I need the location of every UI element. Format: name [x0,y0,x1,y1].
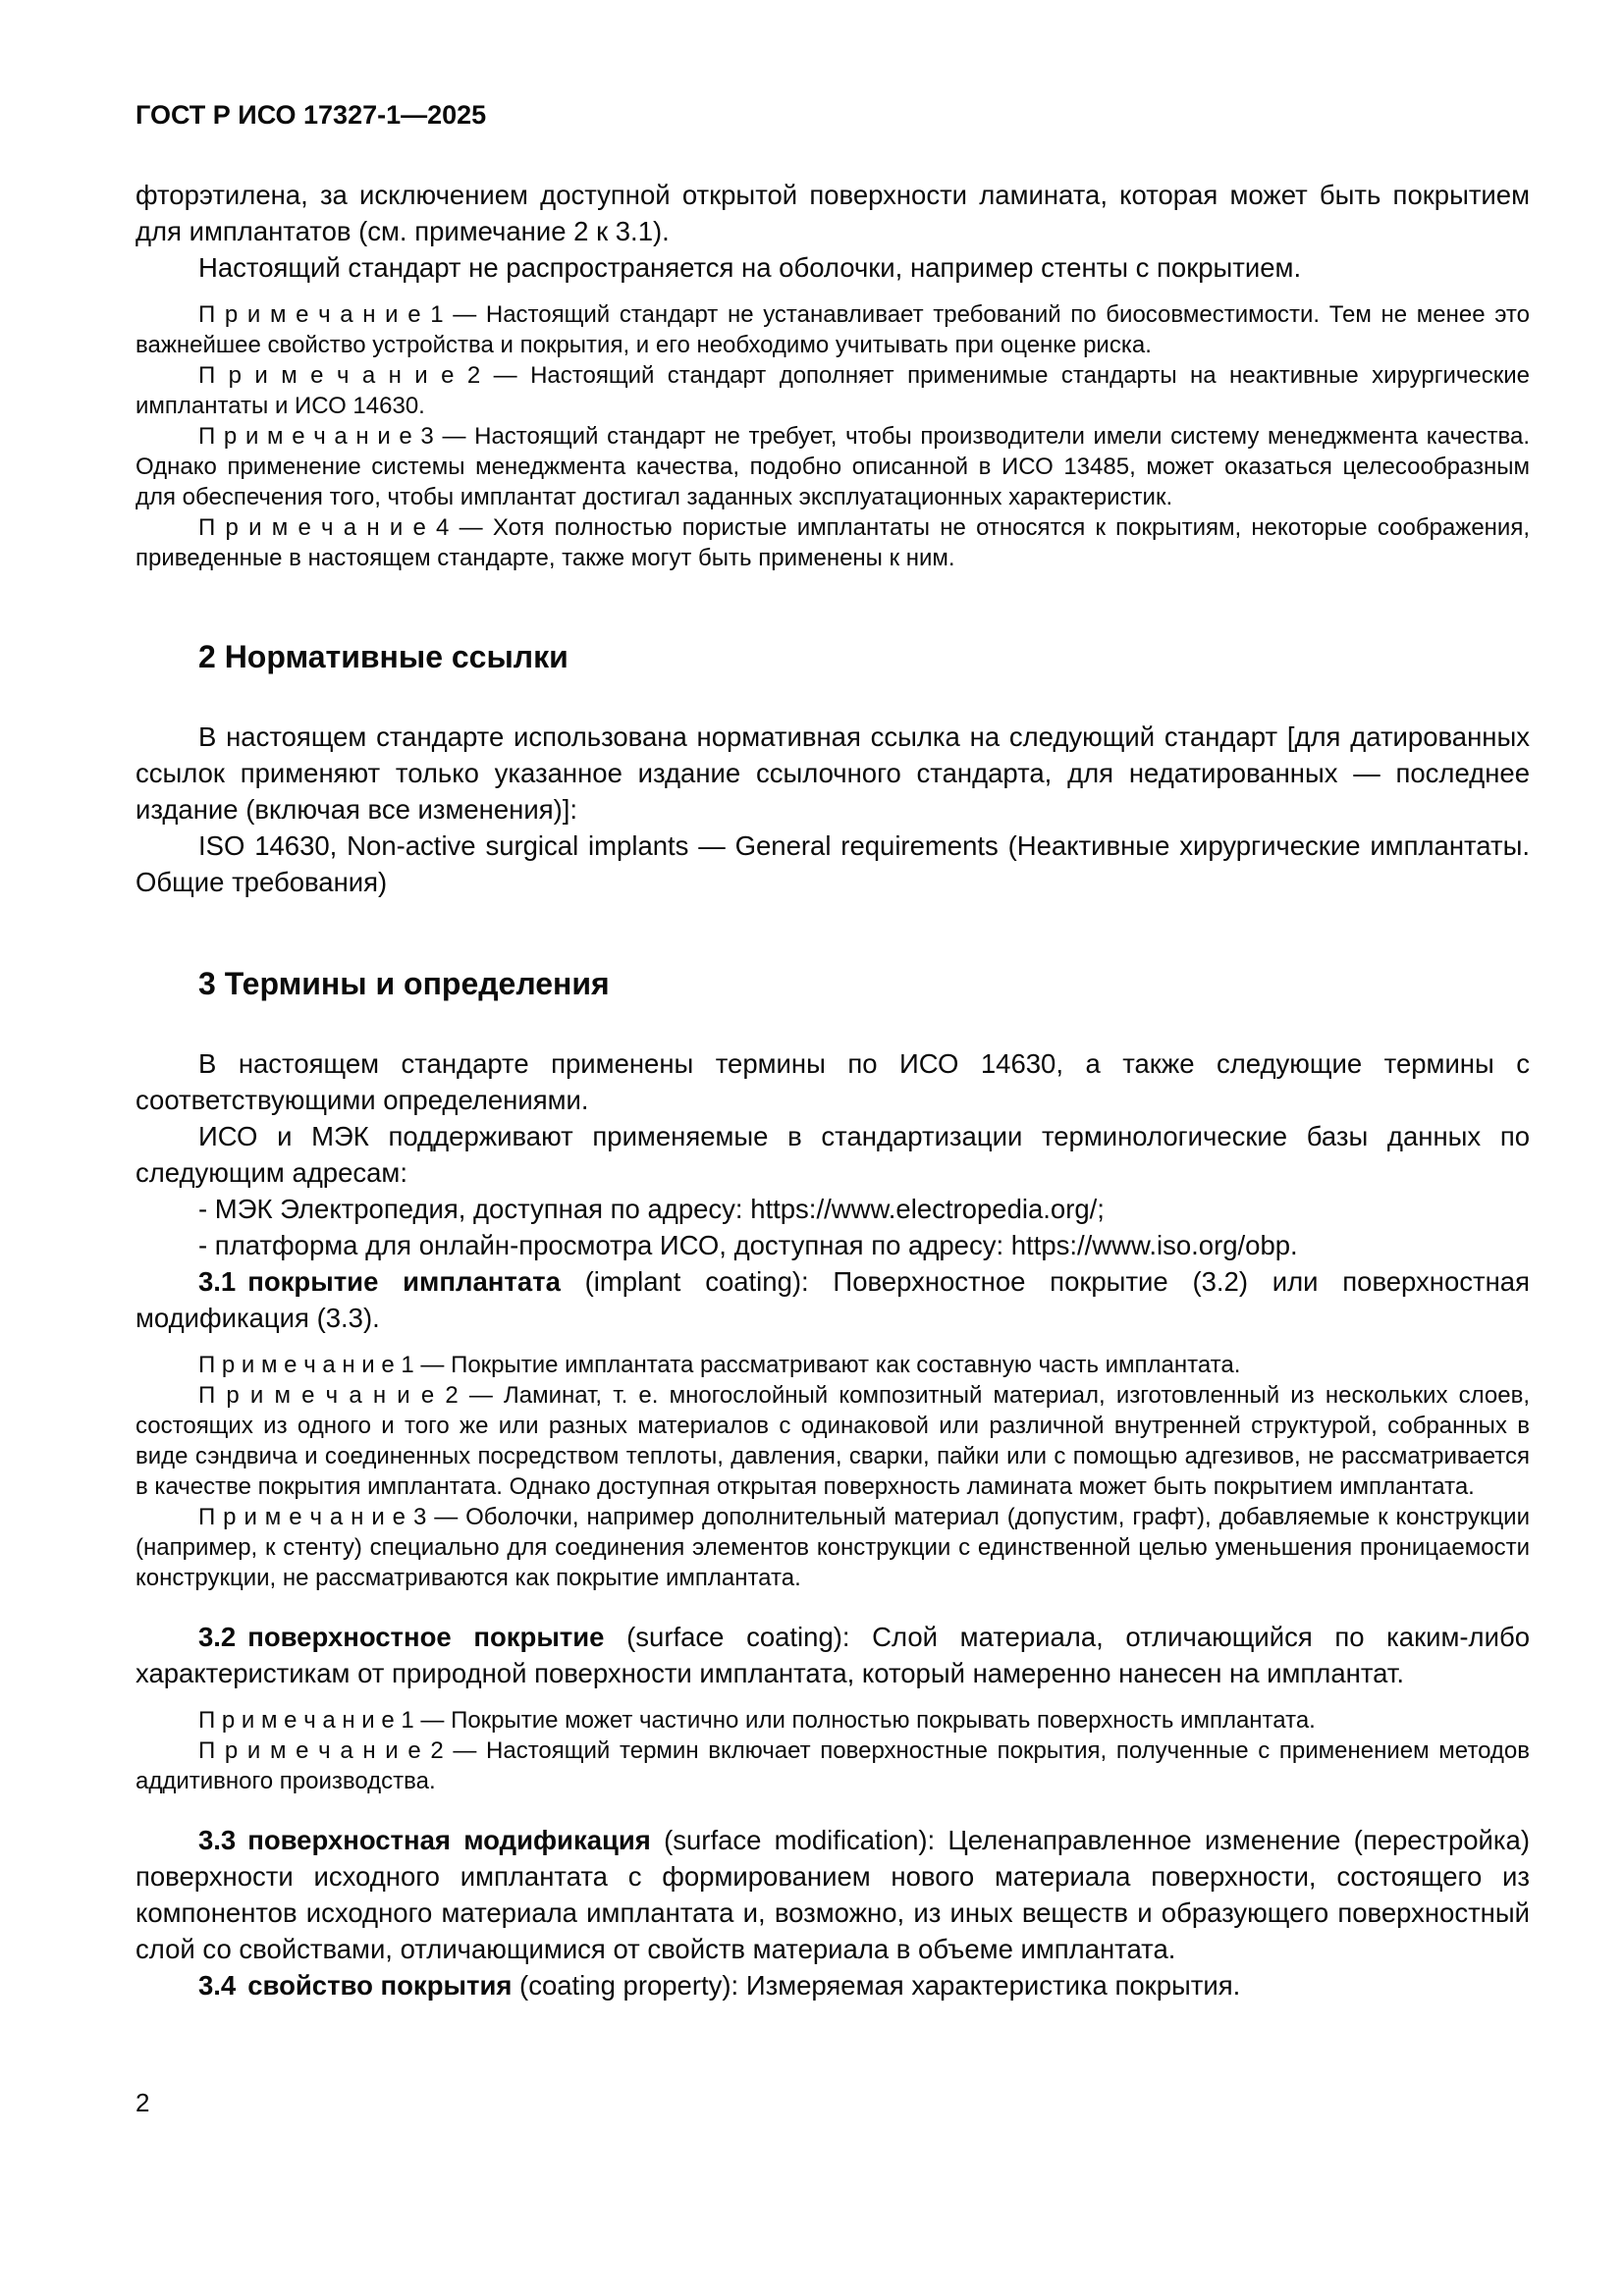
note-1: П р и м е ч а н и е 1 — Покрытие может частично или полностью покрывать поверхность имплантата. [198,1707,1316,1734]
section-heading-normative-refs: 2 Нормативные ссылки [198,639,568,674]
term-number: 3.2 [198,1622,237,1652]
paragraph-terms-intro-2: ИСО и МЭК поддерживают применяемые в стандартизации терминологические базы данных по следующим адресам: [135,1121,1530,1188]
term-number: 3.3 [198,1825,237,1855]
term-number: 3.4 [198,1970,237,2001]
term-label: поверхностная модификация [247,1825,651,1855]
note-2: П р и м е ч а н и е 2 — Ламинат, т. е. многослойный композитный материал, изготовленный из нескольких слоев, состоящих из одного и того же или разных материалов с одинаковой или различной внутренней структурой, собранных в виде сэндвича и соединенных посредством теплоты, давления, сварки, пайки или с помощью адгезивов, не рассматривается в качестве покрытия имплантата. Однако доступная открытая поверхность ламината может быть покрытием имплантата. [135,1382,1530,1500]
term-number: 3.1 [198,1266,237,1297]
note-3: П р и м е ч а н и е 3 — Настоящий стандарт не требует, чтобы производители имели систему менеджмента качества. Однако применение системы менеджмента качества, подобно описанной в ИСО 13485, может оказаться целесообразным для обеспечения того, чтобы имплантат достигал заданных эксплуатационных характеристик. [135,423,1530,510]
note-2: П р и м е ч а н и е 2 — Настоящий термин включает поверхностные покрытия, полученные с применением методов аддитивного производства. [135,1737,1530,1794]
term-definition-text: (implant coating): Поверхностное покрытие (3.2) или поверхностная модификация (3.3). [135,1266,1530,1333]
paragraph-continuation: фторэтилена, за исключением доступной открытой поверхности ламината, которая может быть покрытием для имплантатов (см. примечание 2 к 3.1). [135,180,1530,246]
term-definition-text: (coating property): Измеряемая характеристика покрытия. [512,1970,1241,2001]
note-2: П р и м е ч а н и е 2 — Настоящий стандарт дополняет применимые стандарты на неактивные хирургические имплантаты и ИСО 14630. [135,362,1530,419]
note-3: П р и м е ч а н и е 3 — Оболочки, например дополнительный материал (допустим, графт), добавляемые к конструкции (например, к стенту) специально для соединения элементов конструкции с единственной целью уменьшения проницаемости конструкции, не рассматриваются как покрытие имплантата. [135,1504,1530,1591]
section-heading-terms: 3 Термины и определения [198,966,610,1001]
paragraph-normative-intro: В настоящем стандарте использована нормативная ссылка на следующий стандарт [для датированных ссылок применяют только указанное издание ссылочного стандарта, для недатированных — последнее издание (включая все изменения)]: [135,721,1530,825]
term-label: поверхностное покрытие [247,1622,605,1652]
note-4: П р и м е ч а н и е 4 — Хотя полностью пористые имплантаты не относятся к покрытиям, некоторые соображения, приведенные в настоящем стандарте, также могут быть применены к ним. [135,514,1530,571]
notes-block-intro [135,299,1530,573]
term-definition-text: (surface coating): Слой материала, отличающийся по каким-либо характеристикам от природной поверхности имплантата, который намеренно нанесен на имплантат. [135,1622,1531,1688]
term-label: свойство покрытия [247,1970,513,2001]
list-item-electropedia: - МЭК Электропедия, доступная по адресу: https://www.electropedia.org/; [198,1194,1105,1224]
page-number: 2 [135,2088,150,2117]
note-1: П р и м е ч а н и е 1 — Покрытие имплантата рассматривают как составную часть имплантата. [198,1352,1241,1378]
term-definition-text: (surface modification): Целенаправленное изменение (перестройка) поверхности исходного имплантата с формированием нового материала поверхности, состоящего из компонентов исходного материала имплантата и, возможно, из иных веществ и образующего поверхностный слой со свойствами, отличающимися от свойств материала в объеме имплантата. [135,1825,1530,1964]
paragraph-scope: Настоящий стандарт не распространяется на оболочки, например стенты с покрытием. [198,252,1302,283]
paragraph-terms-intro-1: В настоящем стандарте применены термины по ИСО 14630, а также следующие термины с соответствующими определениями. [135,1048,1530,1115]
note-1: П р и м е ч а н и е 1 — Настоящий стандарт не устанавливает требований по биосовместимости. Тем не менее это важнейшее свойство устройства и покрытия, и его необходимо учитывать при оценке риска. [135,301,1530,358]
term-label: покрытие имплантата [247,1266,561,1297]
term-definition-3-3 [135,1822,1530,1967]
notes-block-term-3-1 [135,1350,1530,1593]
term-definition-3-1 [135,1263,1530,1336]
running-header: ГОСТ Р ИСО 17327-1—2025 [135,100,487,130]
content-area [135,98,1530,2003]
list-item-iso-obp: - платформа для онлайн-просмотра ИСО, доступная по адресу: https://www.iso.org/obp. [198,1230,1298,1260]
paragraph-normative-reference: ISO 14630, Non-active surgical implants — General requirements (Неактивные хирургические имплантаты. Общие требования) [135,830,1530,897]
notes-block-term-3-2 [135,1705,1530,1796]
term-definition-3-2 [135,1619,1530,1691]
term-definition-3-4 [135,1967,1530,2003]
